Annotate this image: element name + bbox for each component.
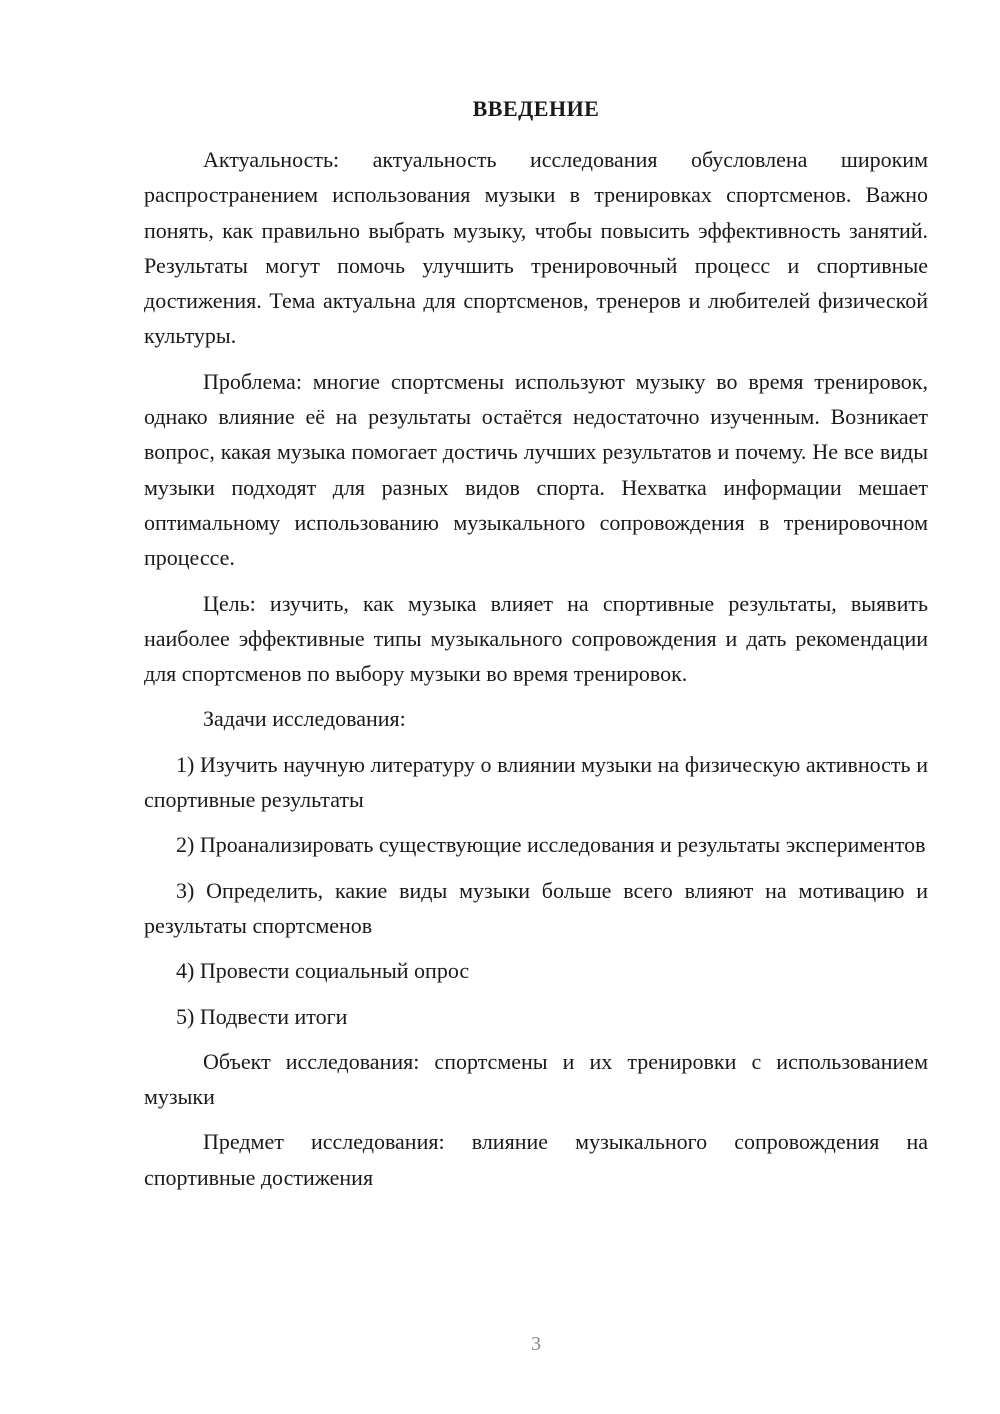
tasks-title: Задачи исследования: (203, 706, 406, 732)
page-heading: ВВЕДЕНИЕ (472, 96, 600, 121)
paragraph-goal: Цель: изучить, как музыка влияет на спортивные результаты, выявить наиболее эффективные типы музыкального сопровождения и дать рекомендации для спортсменов по выбору музыки во время тренировок. (144, 590, 928, 687)
task-item-2: 2) Проанализировать существующие исследования и результаты экспериментов (176, 832, 926, 858)
paragraph-relevance: Актуальность: актуальность исследования обусловлена широким распространением использования музыки в тренировках спортсменов. Важно понять, как правильно выбрать музыку, чтобы повысить эффективность занятий. Результаты могут помочь улучшить тренировочный процесс и спортивные достижения. Тема актуальна для спортсменов, тренеров и любителей физической культуры. (144, 147, 928, 349)
paragraph-subject: Предмет исследования: влияние музыкального сопровождения на спортивные достижения (144, 1129, 928, 1190)
page-number: 3 (531, 1333, 541, 1355)
task-item-4: 4) Провести социальный опрос (176, 958, 470, 984)
document-body (144, 142, 928, 1205)
task-item-3: 3) Определить, какие виды музыки больше всего влияют на мотивацию и результаты спортсменов (144, 877, 928, 938)
task-item-5: 5) Подвести итоги (176, 1003, 348, 1029)
paragraph-object: Объект исследования: спортсмены и их тренировки с использованием музыки (144, 1048, 928, 1110)
paragraph-problem: Проблема: многие спортсмены используют музыку во время тренировок, однако влияние её на результаты остаётся недостаточно изученным. Возникает вопрос, какая музыка помогает достичь лучших результатов и почему. Не все виды музыки подходят для разных видов спорта. Нехватка информации мешает оптимальному использованию музыкального сопровождения в тренировочном процессе. (144, 368, 928, 571)
task-item-1: 1) Изучить научную литературу о влиянии музыки на физическую активность и спортивные результаты (144, 751, 928, 813)
